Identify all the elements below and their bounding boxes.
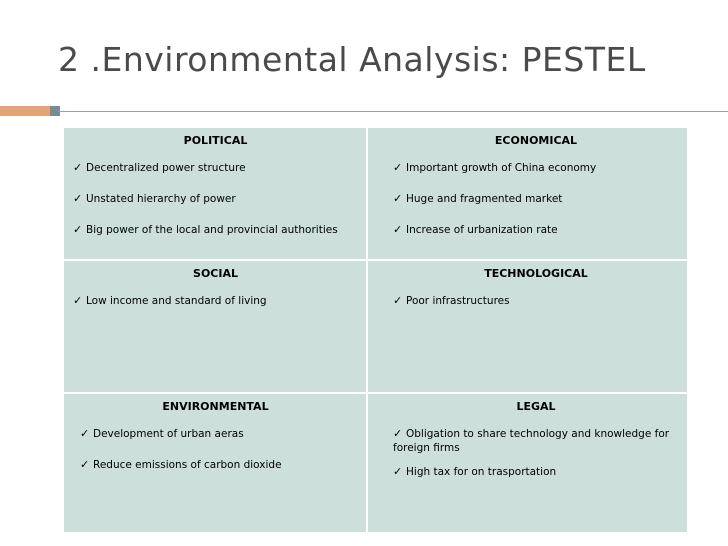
social-item-text: Low income and standard of living [86,295,267,307]
environmental-item [80,458,358,472]
check-icon: ✓ [73,161,83,174]
political-item-text: Decentralized power structure [86,162,246,174]
environmental-item-text: Reduce emissions of carbon dioxide [93,459,282,471]
legal-item-text: Obligation to share technology and knowledge for foreign firms [393,428,670,454]
political-heading: POLITICAL [183,134,248,147]
political-item-text: Big power of the local and provincial authorities [86,224,338,236]
technological-item-text: Poor infrastructures [406,295,510,307]
check-icon: ✓ [393,223,403,236]
environmental-item-text: Development of urban aeras [93,428,244,440]
title-rule-line [58,111,728,112]
economical-item-text: Huge and fragmented market [406,193,563,205]
economical-item-text: Increase of urbanization rate [406,224,558,236]
check-icon: ✓ [73,192,83,205]
political-item [73,192,358,206]
social-heading: SOCIAL [193,267,238,280]
political-item [73,223,358,237]
technological-item [393,294,679,308]
economical-heading: ECONOMICAL [494,134,578,147]
economical-item [393,161,679,175]
legal-cell [368,394,687,532]
political-item-text: Unstated hierarchy of power [86,193,236,205]
check-icon: ✓ [393,465,403,478]
legal-item-text: High tax for on trasportation [406,466,557,478]
technological-cell [368,261,687,394]
environmental-cell [64,394,368,532]
check-icon: ✓ [73,294,83,307]
social-item [73,294,358,308]
political-item [73,161,358,175]
social-cell [64,261,368,394]
check-icon: ✓ [80,427,90,440]
check-icon: ✓ [393,161,403,174]
check-icon: ✓ [393,192,403,205]
check-icon: ✓ [393,427,403,440]
check-icon: ✓ [393,294,403,307]
environmental-item [80,427,358,441]
legal-heading: LEGAL [516,400,556,413]
check-icon: ✓ [80,458,90,471]
environmental-heading: ENVIRONMENTAL [162,400,269,413]
legal-item [393,465,679,479]
economical-item [393,223,679,237]
pestel-table [64,128,687,532]
title-accent-bar [0,106,50,116]
legal-item [393,427,679,455]
technological-heading: TECHNOLOGICAL [484,267,588,280]
economical-cell [368,128,687,261]
political-cell [64,128,368,261]
slide-title: 2 .Environmental Analysis: PESTEL [58,40,646,79]
economical-item [393,192,679,206]
economical-item-text: Important growth of China economy [406,162,597,174]
check-icon: ✓ [73,223,83,236]
